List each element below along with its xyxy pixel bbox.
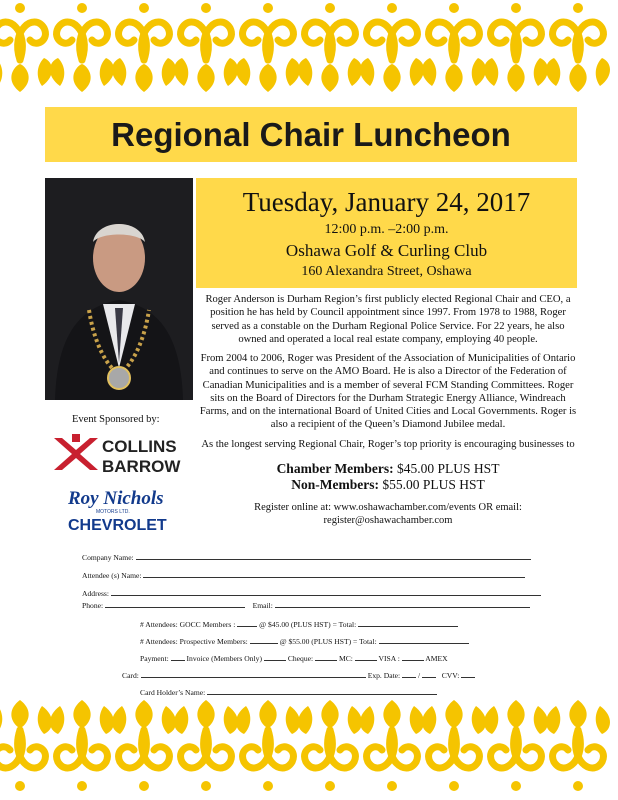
register-info <box>198 501 578 527</box>
cvv-field[interactable] <box>461 669 475 678</box>
sponsor1-line2: BARROW <box>102 457 181 476</box>
cheque-label: Cheque: <box>287 654 314 663</box>
phone-label: Phone: <box>82 601 104 610</box>
event-address: 160 Alexandra Street, Oshawa <box>301 264 472 279</box>
visa-label: VISA : <box>378 654 400 663</box>
address-field[interactable] <box>111 587 541 596</box>
event-time: 12:00 p.m. –2:00 p.m. <box>324 222 449 237</box>
decorative-border-top <box>0 0 618 100</box>
exp-separator: / <box>417 671 421 680</box>
register-line-1: Register online at: www.oshawachamber.com/events OR email: <box>254 502 522 513</box>
prospective-attendees-label: # Attendees: Prospective Members: <box>140 637 248 646</box>
nonmembers-label: Non-Members: <box>291 477 379 492</box>
speaker-photo <box>45 178 193 400</box>
company-label: Company Name: <box>82 553 134 562</box>
sponsor2-small: MOTORS LTD. <box>96 509 130 515</box>
email-field[interactable] <box>275 599 530 608</box>
invoice-checkbox[interactable] <box>171 652 185 661</box>
page-title: Regional Chair Luncheon <box>111 116 511 153</box>
cardholder-label: Card Holder’s Name: <box>140 688 206 697</box>
register-email-link[interactable]: register@oshawachamber.com <box>323 515 453 526</box>
sponsor1-line1: COLLINS <box>102 437 177 456</box>
nonmembers-price: $55.00 PLUS HST <box>382 477 485 492</box>
decorative-border-bottom <box>0 690 618 800</box>
members-price: $45.00 PLUS HST <box>397 461 500 476</box>
sponsor2-brand: CHEVROLET <box>68 517 167 534</box>
prospective-attendees-field[interactable] <box>250 635 278 644</box>
form-row-gocc <box>140 618 458 629</box>
exp-year-field[interactable] <box>422 669 436 678</box>
invoice-label: Invoice (Members Only) <box>186 654 262 663</box>
nonmembers-price-line <box>198 477 578 493</box>
bio-paragraph-2: From 2004 to 2006, Roger was President of the Association of Municipalities of Ontario and continues to serve on the AMO Board. He is also a Director of the Federation of Canadian Municipalities and is a member of several FCM Standing Committees. Roger sits on the Board of Directors for the Durham Strategic Energy Alliance, Windreach Farms, and on the international Board of United Cities and Local Governments. Roger is also a recipient of the Queen’s Diamond Jubilee medal. <box>199 353 577 431</box>
event-details-box <box>196 178 577 288</box>
members-price-line <box>198 461 578 477</box>
invoice-field[interactable] <box>264 652 286 661</box>
attendee-field[interactable] <box>143 569 525 578</box>
prospective-price-label: @ $55.00 (PLUS HST) = Total: <box>279 637 377 646</box>
cheque-field[interactable] <box>315 652 337 661</box>
pricing-block <box>198 461 578 493</box>
prospective-total-field[interactable] <box>379 635 469 644</box>
event-venue: Oshawa Golf & Curling Club <box>285 241 488 260</box>
bio-paragraph-1: Roger Anderson is Durham Region’s first publicly elected Regional Chair and CEO, a position he has held by Council appointment since 1997. From 1978 to 1988, Roger served as a constable on the Durham Regional Police Service. For 22 years, he also owned and operated a local real estate company, employing 40 people. <box>205 294 571 345</box>
members-label: Chamber Members: <box>276 461 394 476</box>
address-label: Address: <box>82 589 109 598</box>
mc-field[interactable] <box>355 652 377 661</box>
form-row-payment <box>140 652 448 663</box>
form-row-attendee <box>82 569 525 580</box>
email-label: Email: <box>252 601 273 610</box>
payment-label: Payment: <box>140 654 169 663</box>
gocc-attendees-label: # Attendees: GOCC Members : <box>140 620 236 629</box>
card-field[interactable] <box>141 669 366 678</box>
visa-field[interactable] <box>402 652 424 661</box>
roy-nichols-chevrolet-logo <box>66 484 176 534</box>
form-row-prospective <box>140 635 469 646</box>
gocc-attendees-field[interactable] <box>237 618 257 627</box>
collins-barrow-logo <box>50 430 185 478</box>
bio-paragraph-3: As the longest serving Regional Chair, Roger’s top priority is encouraging businesses to <box>201 439 575 450</box>
exp-label: Exp. Date: <box>367 671 401 680</box>
attendee-label: Attendee (s) Name: <box>82 571 142 580</box>
form-row-card <box>122 669 475 680</box>
exp-month-field[interactable] <box>402 669 416 678</box>
gocc-total-field[interactable] <box>358 618 458 627</box>
form-row-phone-email <box>82 599 530 610</box>
gocc-price-label: @ $45.00 (PLUS HST) = Total: <box>259 620 357 629</box>
phone-field[interactable] <box>105 599 245 608</box>
amex-label: AMEX <box>425 654 448 663</box>
sponsor2-script: Roy Nichols <box>68 488 164 509</box>
event-date: Tuesday, January 24, 2017 <box>242 187 531 217</box>
title-banner <box>45 107 577 162</box>
cvv-label: CVV: <box>441 671 460 680</box>
form-row-company <box>82 551 531 562</box>
card-label: Card: <box>122 671 139 680</box>
sponsor-label: Event Sponsored by: <box>72 414 160 425</box>
company-field[interactable] <box>136 551 531 560</box>
form-row-address <box>82 587 541 598</box>
mc-label: MC: <box>338 654 353 663</box>
